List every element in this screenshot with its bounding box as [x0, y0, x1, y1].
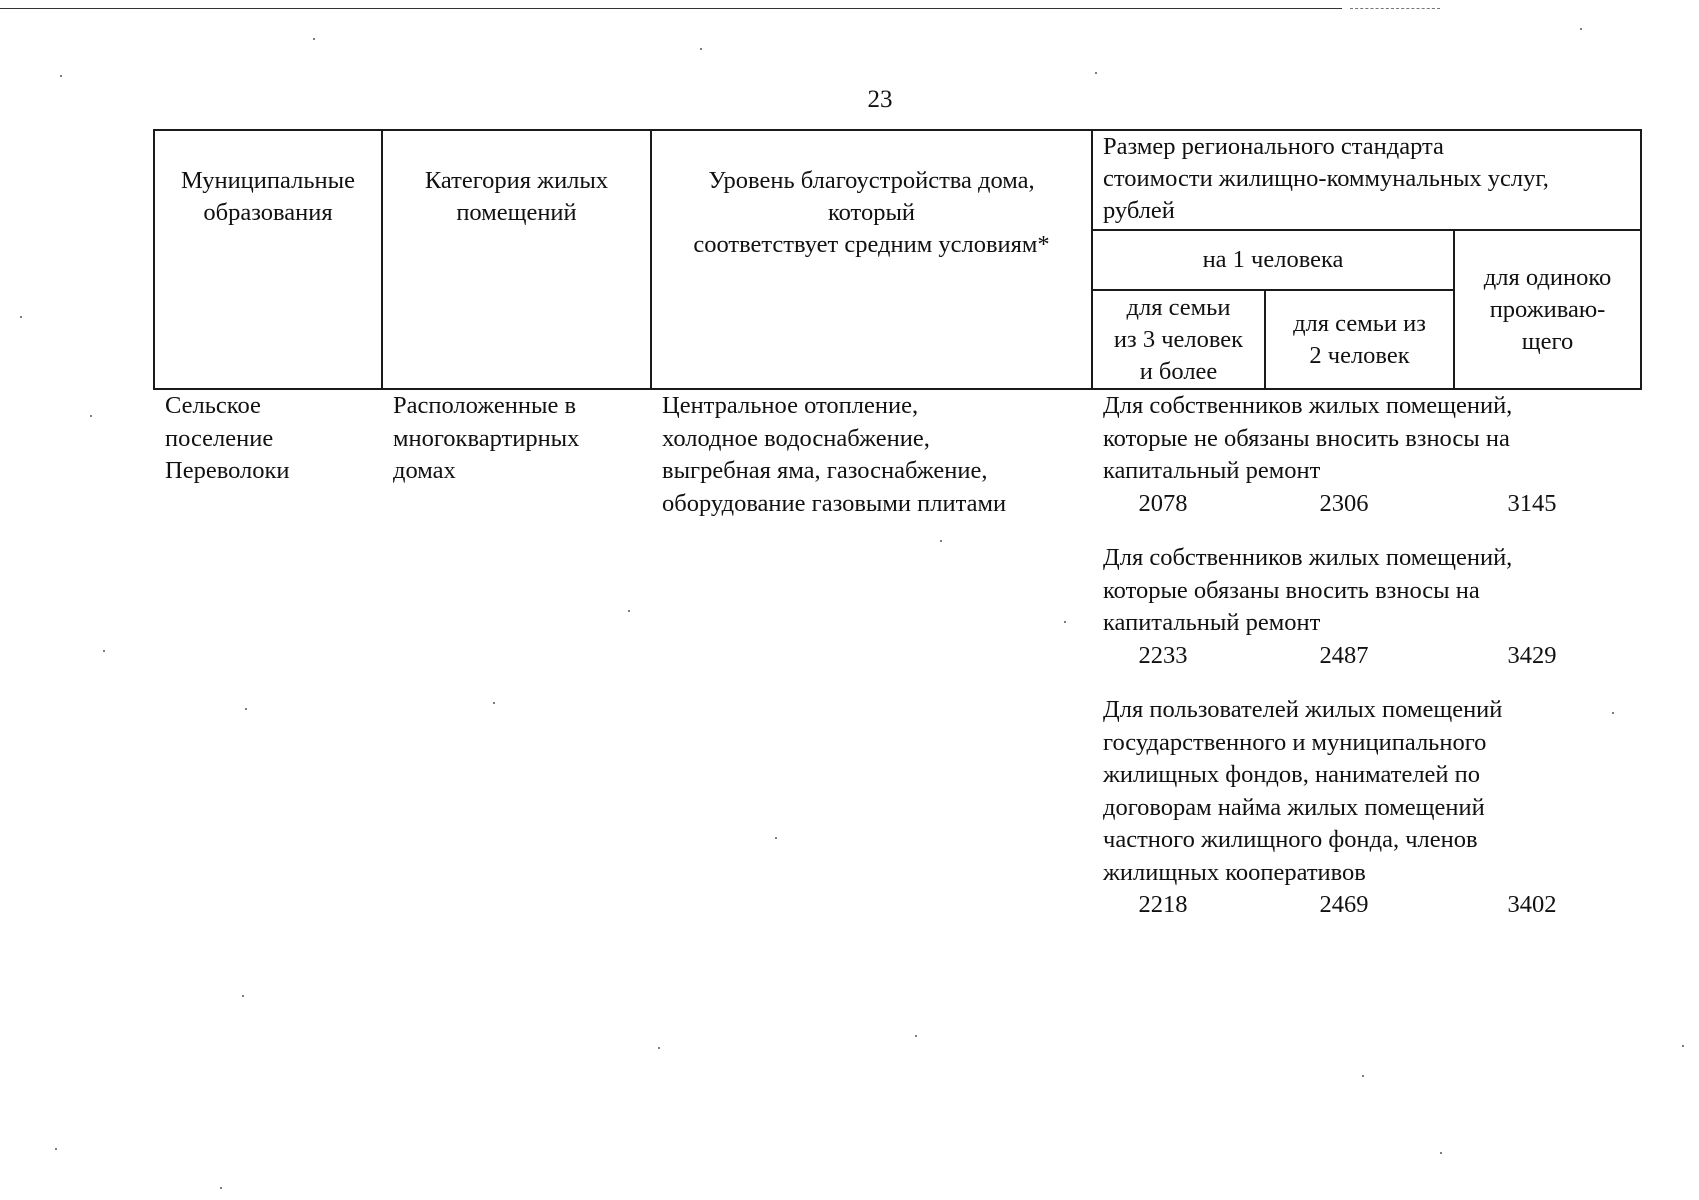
value-family-2: 2469 — [1319, 891, 1369, 918]
header-family-2 — [1265, 290, 1454, 389]
page-number: 23 — [867, 86, 893, 113]
header-per-person — [1092, 230, 1454, 290]
value-family-2: 2306 — [1319, 489, 1369, 517]
scan-speck — [628, 610, 630, 612]
header-level — [651, 130, 1092, 389]
scan-speck — [1612, 712, 1614, 714]
scan-speck — [493, 702, 495, 704]
header-size — [1092, 130, 1641, 230]
value-family-3: 2233 — [1138, 641, 1188, 669]
scan-speck — [20, 316, 22, 318]
scan-speck — [60, 75, 62, 77]
header-municipal — [154, 130, 382, 389]
header-family-2-label: для семьи из 2 человек — [1293, 309, 1426, 369]
scan-speck — [1064, 621, 1066, 623]
row-municipal: Сельское поселение Переволоки — [165, 392, 290, 484]
price-group-tenants — [1103, 694, 1633, 921]
scan-speck — [55, 1148, 57, 1150]
header-family-3-label: для семьи из 3 человек и более — [1113, 293, 1244, 385]
scan-speck — [1362, 1075, 1364, 1077]
header-municipal-label: Муниципальные образования — [181, 167, 355, 226]
header-per-person-label: на 1 человека — [1202, 246, 1344, 273]
scan-speck — [1682, 1045, 1684, 1047]
price-group-capital-repair — [1103, 542, 1633, 672]
value-single: 3145 — [1507, 489, 1557, 517]
scan-speck — [775, 837, 777, 839]
price-values-row — [1103, 640, 1633, 672]
header-category — [382, 130, 651, 389]
price-values-row — [1103, 488, 1633, 520]
scan-speck — [313, 38, 315, 40]
header-single-label: для одиноко проживаю- щего — [1483, 263, 1612, 355]
scan-speck — [1580, 28, 1582, 30]
value-family-3: 2218 — [1138, 891, 1188, 918]
scan-speck — [940, 540, 942, 542]
scan-speck — [90, 415, 92, 417]
value-single: 3402 — [1507, 891, 1557, 918]
scan-speck — [242, 995, 244, 997]
header-size-label: Размер регионального стандарта стоимости жилищно-коммунальных услуг, рублей — [1103, 133, 1549, 224]
row-category: Расположенные в многоквартирных домах — [393, 392, 580, 484]
value-family-3: 2078 — [1138, 489, 1188, 517]
table-header — [153, 129, 1642, 390]
value-family-2: 2487 — [1319, 641, 1369, 669]
price-group-no-capital-repair — [1103, 390, 1633, 520]
scan-speck — [1440, 1152, 1442, 1154]
top-rule — [0, 8, 1342, 9]
scan-speck — [220, 1187, 222, 1189]
price-group-label: Для собственников жилых помещений, которые обязаны вносить взносы на капитальный ремонт — [1103, 544, 1513, 636]
value-single: 3429 — [1507, 641, 1557, 669]
header-category-label: Категория жилых помещений — [424, 167, 609, 226]
scan-speck — [1095, 72, 1097, 74]
price-group-label: Для пользователей жилых помещений государственного и муниципального жилищных фондов, нанимателей по договорам найма жилых помещений частного жилищного фонда, членов жилищных кооперативов — [1103, 696, 1503, 886]
header-level-label: Уровень благоустройства дома, который соответствует средним условиям* — [693, 167, 1050, 258]
scan-speck — [103, 650, 105, 652]
row-level: Центральное отопление, холодное водоснабжение, выгребная яма, газоснабжение, оборудование газовыми плитами — [662, 392, 1007, 517]
price-values-row — [1103, 889, 1633, 921]
header-single — [1454, 230, 1641, 389]
scan-speck — [658, 1047, 660, 1049]
price-group-label: Для собственников жилых помещений, которые не обязаны вносить взносы на капитальный ремонт — [1103, 392, 1513, 484]
header-family-3 — [1092, 290, 1265, 389]
scan-speck — [700, 48, 702, 50]
scan-speck — [915, 1035, 917, 1037]
scan-speck — [245, 708, 247, 710]
top-rule-fragment — [1350, 8, 1440, 9]
